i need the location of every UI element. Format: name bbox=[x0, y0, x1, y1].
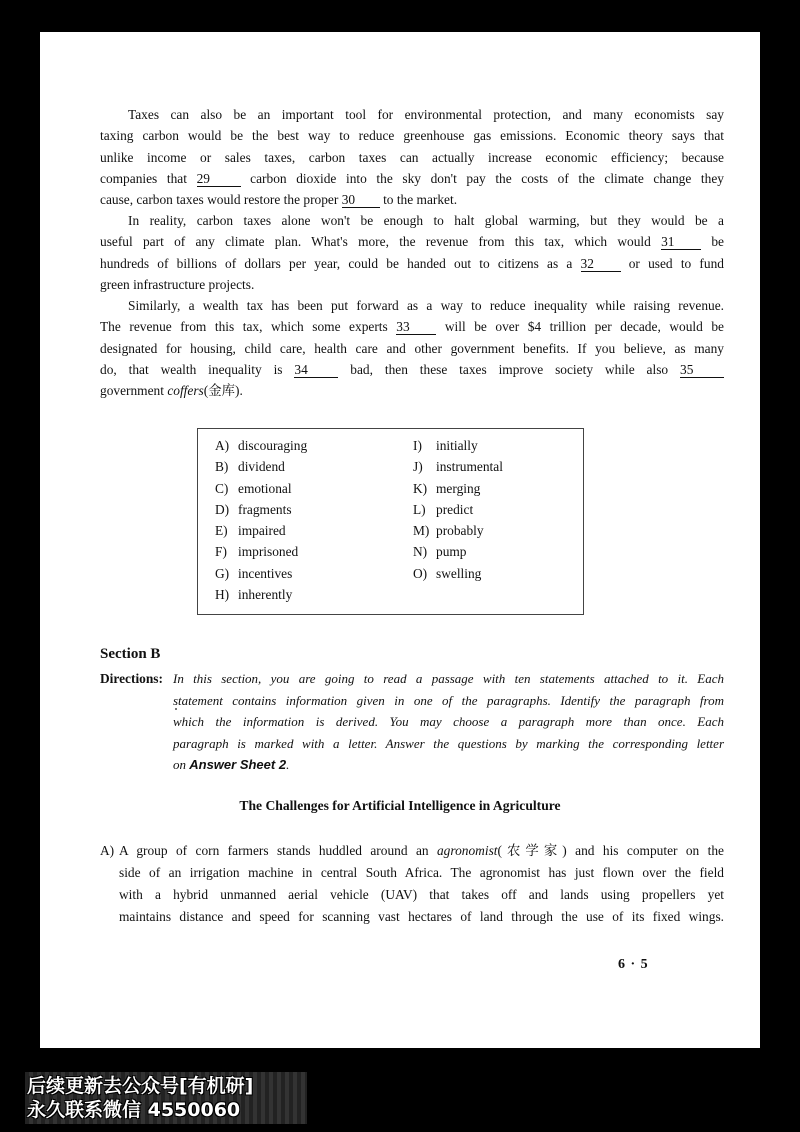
text-line: maintains distance and speed for scanning vast hectares of land through the use of its fixed wings. bbox=[119, 909, 724, 924]
word-option bbox=[215, 563, 307, 584]
option-letter: D) bbox=[215, 501, 230, 517]
paragraph-body bbox=[119, 840, 724, 928]
exam-page bbox=[40, 32, 760, 1048]
paragraph-marker: A) bbox=[100, 843, 115, 858]
text-fragment: carbon dioxide into the sky don't pay the costs of the climate change they bbox=[250, 170, 724, 186]
text-line: unlike income or sales taxes, carbon taxes can actually increase economic efficiency; because bbox=[100, 149, 724, 165]
text-line: green infrastructure projects. bbox=[100, 276, 255, 292]
passage-paragraph-3 bbox=[100, 295, 724, 401]
watermark-line-2: 永久联系微信 4550060 bbox=[27, 1099, 241, 1121]
text-line bbox=[100, 168, 724, 189]
text-line: Similarly, a wealth tax has been put forward as a way to reduce inequality while raising revenue. bbox=[128, 298, 724, 313]
text-line bbox=[100, 253, 724, 274]
text-fragment: hundreds of billions of dollars per year, could be handed out to citizens as a bbox=[100, 255, 573, 271]
text-line: taxing carbon would be the best way to reduce greenhouse gas emissions. Economic theory says that bbox=[100, 128, 724, 144]
option-word: predict bbox=[436, 501, 474, 517]
option-word: fragments bbox=[238, 501, 292, 517]
text-fragment: government bbox=[100, 383, 164, 399]
text-line: with a hybrid unmanned aerial vehicle (UAV) that takes off and lands using propellers yet bbox=[119, 887, 724, 902]
word-option bbox=[413, 478, 503, 499]
watermark-line-1: 后续更新去公众号[有机研] bbox=[27, 1075, 254, 1097]
word-option bbox=[215, 478, 307, 499]
blank-29: 29 bbox=[197, 171, 241, 187]
text-fragment: useful part of any climate plan. What's more, the revenue from this tax, which would bbox=[100, 234, 651, 250]
option-letter: O) bbox=[413, 565, 428, 581]
word-bank-left-column bbox=[215, 435, 307, 605]
word-option bbox=[413, 499, 503, 520]
text-fragment: cause, carbon taxes would restore the proper bbox=[100, 192, 339, 208]
text-line bbox=[100, 316, 724, 337]
word-option bbox=[215, 435, 307, 456]
text-fragment: be bbox=[711, 234, 724, 250]
text-fragment: on bbox=[173, 757, 186, 772]
section-title: Section B bbox=[100, 646, 161, 662]
watermark-banner bbox=[25, 1072, 307, 1124]
option-letter: N) bbox=[413, 544, 428, 560]
text-line: Taxes can also be an important tool for environmental protection, and many economists say bbox=[128, 107, 724, 122]
text-line: side of an irrigation machine in central South Africa. The agronomist has just flown over the field bbox=[119, 865, 724, 880]
option-letter: M) bbox=[413, 523, 430, 539]
text-fragment: to the market. bbox=[383, 192, 458, 208]
word-option bbox=[413, 563, 503, 584]
option-word: initially bbox=[436, 438, 478, 453]
passage-paragraph-1 bbox=[100, 104, 724, 210]
text-line: which the information is derived. You may choose a paragraph more than once. Each bbox=[173, 714, 724, 729]
option-word: instrumental bbox=[436, 459, 503, 475]
option-letter: G) bbox=[215, 565, 230, 581]
directions-text bbox=[173, 668, 724, 776]
text-fragment: do, that wealth inequality is bbox=[100, 361, 283, 377]
blank-30: 30 bbox=[342, 192, 380, 208]
text-line bbox=[173, 754, 724, 776]
text-line: paragraph is marked with a letter. Answer the questions by marking the corresponding letter bbox=[173, 735, 724, 751]
word-option bbox=[215, 584, 307, 605]
blank-32: 32 bbox=[581, 256, 621, 272]
page-number: 6 · 5 bbox=[618, 957, 649, 972]
passage-paragraph-2 bbox=[100, 210, 724, 295]
text-fragment: bad, then these taxes improve society while also bbox=[350, 361, 669, 377]
text-line bbox=[100, 359, 724, 380]
word-option bbox=[215, 541, 307, 562]
word-bank-right-column bbox=[413, 435, 503, 584]
option-word: incentives bbox=[238, 565, 293, 581]
text-fragment-italic: agronomist bbox=[436, 843, 498, 858]
word-option bbox=[413, 456, 503, 477]
option-letter: F) bbox=[215, 544, 227, 560]
word-option bbox=[413, 435, 503, 456]
option-word: probably bbox=[436, 523, 484, 539]
option-letter: C) bbox=[215, 480, 229, 496]
option-word: swelling bbox=[436, 565, 482, 581]
blank-31: 31 bbox=[661, 234, 701, 250]
option-word: dividend bbox=[238, 459, 285, 475]
text-line bbox=[100, 231, 724, 252]
text-fragment: . bbox=[286, 757, 290, 772]
option-word: inherently bbox=[238, 587, 293, 603]
option-letter: A) bbox=[215, 438, 230, 453]
option-letter: H) bbox=[215, 587, 230, 603]
text-fragment: The revenue from this tax, which some experts bbox=[100, 319, 388, 335]
option-letter: E) bbox=[215, 523, 228, 539]
text-line: In this section, you are going to read a passage with ten statements attached to it. Each bbox=[173, 671, 724, 686]
word-bank-box bbox=[197, 428, 584, 615]
blank-33: 33 bbox=[396, 319, 436, 335]
option-word: merging bbox=[436, 480, 481, 496]
option-letter: I) bbox=[413, 438, 422, 453]
text-fragment: (农学家) and his computer on the bbox=[497, 843, 724, 858]
answer-sheet-ref: Answer Sheet 2 bbox=[189, 757, 287, 772]
word-option bbox=[413, 520, 503, 541]
option-letter: K) bbox=[413, 480, 428, 496]
option-word: imprisoned bbox=[238, 544, 299, 560]
text-fragment: A group of corn farmers stands huddled around an bbox=[119, 843, 429, 858]
text-fragment: or used to fund bbox=[628, 255, 724, 271]
option-word: pump bbox=[436, 544, 467, 560]
blank-34: 34 bbox=[294, 362, 338, 378]
text-line: In reality, carbon taxes alone won't be enough to halt global warming, but they would be a bbox=[128, 213, 724, 228]
option-letter: J) bbox=[413, 459, 423, 475]
option-word: impaired bbox=[238, 523, 286, 539]
option-letter: B) bbox=[215, 459, 229, 475]
text-line bbox=[119, 840, 724, 862]
option-word: discouraging bbox=[238, 438, 308, 453]
text-line bbox=[100, 189, 724, 210]
option-letter: L) bbox=[413, 501, 426, 517]
word-option bbox=[215, 456, 307, 477]
text-line: statement contains information given in one of the paragraphs. Identify the paragraph from bbox=[173, 692, 724, 708]
blank-35: 35 bbox=[680, 362, 724, 378]
word-option bbox=[215, 499, 307, 520]
text-line bbox=[100, 380, 724, 401]
text-fragment: companies that bbox=[100, 170, 187, 186]
text-line: designated for housing, child care, health care and other government benefits. If you believe, as many bbox=[100, 340, 724, 356]
text-fragment-italic: coffers bbox=[167, 383, 204, 399]
directions-label: Directions: bbox=[100, 671, 163, 686]
text-fragment: (金库). bbox=[203, 383, 243, 399]
passage-title: The Challenges for Artificial Intelligence in Agriculture bbox=[239, 798, 561, 813]
option-word: emotional bbox=[238, 480, 292, 496]
word-option bbox=[413, 541, 503, 562]
text-fragment: will be over $4 trillion per decade, would be bbox=[444, 319, 724, 335]
word-option bbox=[215, 520, 307, 541]
